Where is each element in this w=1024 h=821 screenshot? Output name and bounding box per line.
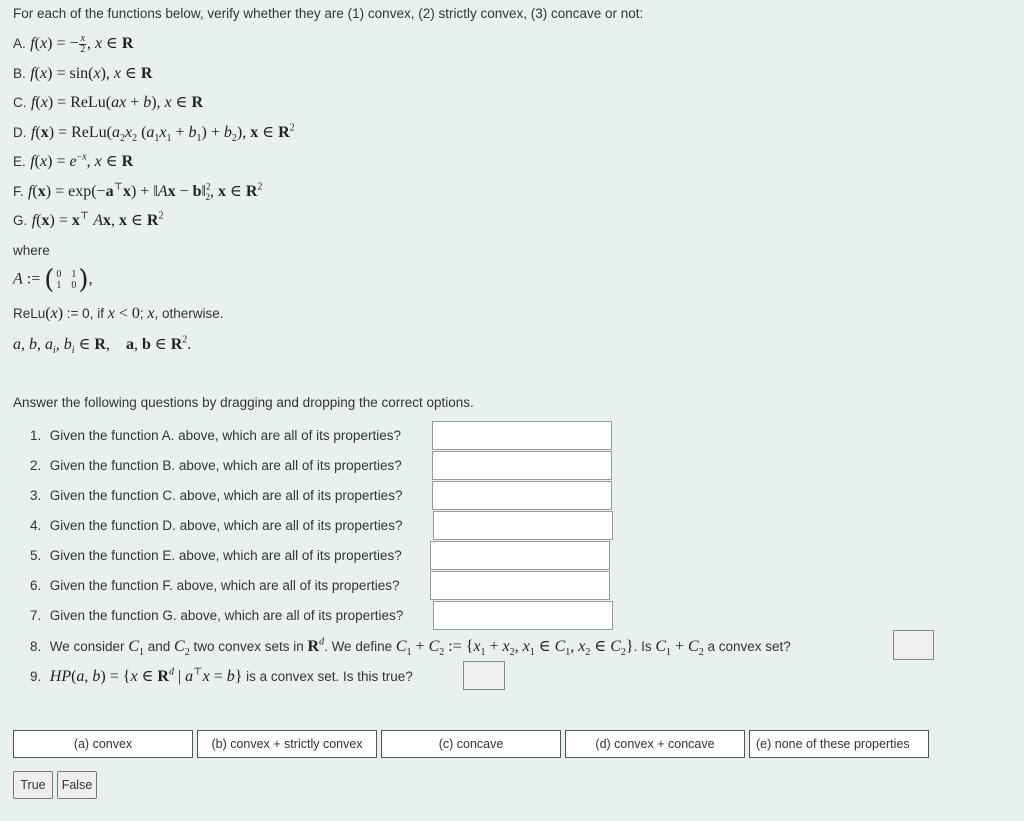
question-3-drop-zone[interactable] [432, 481, 612, 510]
option-false[interactable]: False [57, 771, 97, 799]
question-8-drop-zone[interactable] [893, 630, 934, 660]
function-a: A. f(x) = − $\frac{x}{2}$ , x ∈ R [13, 32, 134, 55]
function-a-prefix: A. [13, 36, 26, 51]
question-6-drop-zone[interactable] [430, 571, 610, 600]
option-convex-concave[interactable]: (d) convex + concave [565, 730, 745, 758]
function-c-prefix: C. [13, 95, 27, 110]
question-7-drop-zone[interactable] [433, 601, 613, 630]
parameter-domain: a, b, $a_i$, $b_i$ ∈ R, a, b ∈ $R^2$. [13, 334, 192, 357]
question-2-drop-zone[interactable] [432, 451, 612, 480]
question-9-drop-zone[interactable] [463, 661, 505, 690]
function-g: G. f(x) = x⊤ Ax, x ∈ $R^2$ [13, 210, 164, 229]
question-5-drop-zone[interactable] [430, 541, 610, 570]
answer-instructions: Answer the following questions by dragging and dropping the correct options. [13, 395, 474, 410]
relu-def-mid: ; [139, 306, 148, 321]
option-none[interactable]: (e) none of these properties [749, 730, 929, 758]
function-f: F. f(x) = exp(−a⊤x) + ‖Ax − b‖$^2_2$, x ∈ $R^2$ [13, 181, 263, 203]
question-4: 4. Given the function D. above, which are all of its properties? [30, 518, 403, 533]
function-d-prefix: D. [13, 125, 27, 140]
matrix-definition: A := ( 0 1 1 0 ) , [13, 265, 93, 295]
question-4-drop-zone[interactable] [433, 511, 613, 540]
function-c: C. f(x) = ReLu(ax + b), x ∈ R [13, 94, 204, 111]
function-b-prefix: B. [13, 66, 26, 81]
option-concave[interactable]: (c) concave [381, 730, 561, 758]
question-1-drop-zone[interactable] [432, 421, 612, 450]
question-6: 6. Given the function F. above, which are all of its properties? [30, 578, 400, 593]
intro-text: For each of the functions below, verify whether they are (1) convex, (2) strictly convex, (3) concave or not: [13, 6, 644, 21]
option-convex[interactable]: (a) convex [13, 730, 193, 758]
question-1: 1. Given the function A. above, which are all of its properties? [30, 428, 401, 443]
where-label: where [13, 243, 50, 258]
option-true[interactable]: True [13, 771, 53, 799]
relu-definition: ReLu(x) := 0, if x < 0; x, otherwise. [13, 305, 224, 322]
question-3: 3. Given the function C. above, which are all of its properties? [30, 488, 403, 503]
function-d: D. $f(x) = ReLu(a_2x_2$ $(a_1x_1 + b_1) + b_2$), x ∈ $R^2$ [13, 122, 295, 145]
question-9: 9. HP(a, b) = {x ∈ $R^d$ | a⊤x = b} is a convex set. Is this true? [30, 666, 413, 685]
option-convex-strictly-convex[interactable]: (b) convex + strictly convex [197, 730, 377, 758]
function-f-prefix: F. [13, 184, 24, 199]
relu-def-end: , otherwise. [154, 306, 224, 321]
question-8: 8. We consider $C_1$ and $C_2$ two convex sets in $R^d$. We define $C_1 + C_2$ := {$x_1 + x_2$, $x_1$ ∈ $C_1$, $x_2$ ∈ $C_2$}. Is $C_1 + C_2$ a convex set? [30, 636, 791, 659]
relu-def-prefix: ReLu [13, 306, 46, 321]
function-e-prefix: E. [13, 154, 26, 169]
function-e: E. $f(x) = e^{-x}$, x ∈ R [13, 151, 134, 170]
function-b: B. f(x) = sin(x), x ∈ R [13, 65, 153, 82]
question-2: 2. Given the function B. above, which are all of its properties? [30, 458, 402, 473]
question-7: 7. Given the function G. above, which are all of its properties? [30, 608, 404, 623]
relu-def-text: := 0, if [63, 306, 108, 321]
question-5: 5. Given the function E. above, which are all of its properties? [30, 548, 402, 563]
function-g-prefix: G. [13, 213, 28, 228]
